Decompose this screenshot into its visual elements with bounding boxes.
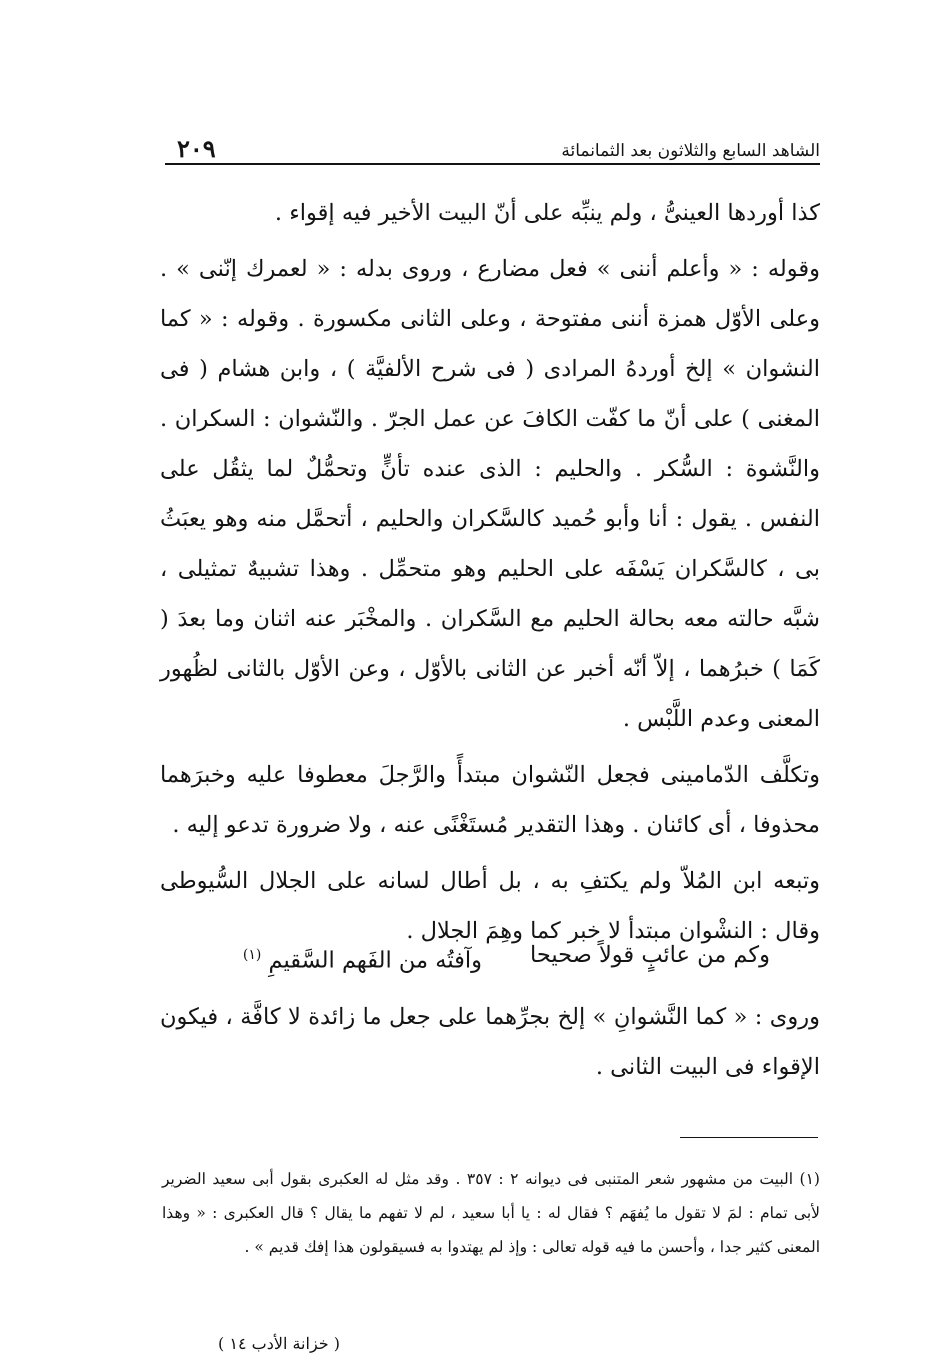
- paragraph: وتبعه ابن المُلاّ ولم يكتفِ به ، بل أطال لسانه على الجلال السُّيوطى وقال : النشْوان مبتدأ لا خبر كما وهِمَ الجلال .: [160, 868, 820, 944]
- verse-second-text: وآفتُه من الفَهم السَّقيمِ: [268, 947, 482, 974]
- paragraph: وقوله : « وأعلم أننى » فعل مضارع ، وروى بدله : « لعمرك إنّنى » . وعلى الأوّل همزة أننى مفتوحة ، وعلى الثانى مكسورة . وقوله : « كما النشوان » إلخ أوردهُ المرادى ( فى شرح الألفيَّة ) ، وابن هشام ( فى المغنى ) على أنّ ما كفّت الكافَ عن عمل الجرّ . والنّشوان : السكران . والنَّشوة : السُّكر . والحليم : الذى عنده تأنٍّ وتحمُّلٌ لما يثقُل على النفس . يقول : أنا وأبو حُميد كالسَّكران والحليم ، أتحمَّل منه وهو يعبَثُ بى ، كالسَّكران يَسْفَه على الحليم وهو متحمِّل . وهذا تشبيهٌ تمثيلى ، شبَّه حالته معه بحالة الحليم مع السَّكران . والمخْبَر عنه اثنان وما بعدَ ( كَمَا ) خبرُهما ، إلاّ أنّه أخبر عن الثانى بالأوّل ، وعن الأوّل بالثانى لظُهور المعنى وعدم اللَّبْس .: [160, 256, 820, 732]
- verse-first-hemistich: وكم من عائبٍ قولاً صحيحا: [530, 942, 770, 968]
- running-title: الشاهد السابع والثلاثون بعد الثمانمائة: [561, 141, 820, 161]
- footnote: (١) البيت من مشهور شعر المتنبى فى ديوانه ٢ : ٣٥٧ . وقد مثل له العكبرى بقول أبى سعيد الضرير لأبى تمام : لمَ لا تقول ما يُفهَم ؟ فقال له : يا أبا سعيد ، لم لا تفهم ما يقال ؟ قال العكبرى : « وهذا المعنى كثير جدا ، وأحسن ما فيه قوله تعالى : وإذ لم يهتدوا به فسيقولون هذا إفك قديم » .: [162, 1170, 820, 1256]
- footnotes: [162, 1162, 820, 1264]
- page-header: [165, 118, 820, 162]
- header-rule: [165, 163, 820, 165]
- closing-text: [160, 992, 820, 1092]
- verse-second-hemistich: [243, 930, 482, 986]
- poetry-verse: [230, 930, 770, 980]
- paragraph: وتكلَّف الدّمامينى فجعل النّشوان مبتدأً والرَّجلَ معطوفا عليه وخبرَهما محذوفا ، أى كائنان . وهذا التقدير مُستَغْنًى عنه ، ولا ضرورة تدعو إليه .: [160, 762, 820, 838]
- footnote-rule: [680, 1137, 818, 1138]
- signature-mark: ( خزانة الأدب ١٤ ): [218, 1334, 340, 1353]
- paragraph: وروى : « كما النَّشوانِ » إلخ بجرِّهما على جعل ما زائدة لا كافَّة ، فيكون الإقواء فى البيت الثانى .: [160, 1004, 820, 1080]
- footnote-marker: (١): [242, 947, 262, 963]
- page-number: ٢٠٩: [177, 134, 216, 163]
- paragraph: كذا أوردها العينىُّ ، ولم ينبِّه على أنّ البيت الأخير فيه إقواء .: [274, 200, 820, 226]
- main-text: [160, 188, 820, 956]
